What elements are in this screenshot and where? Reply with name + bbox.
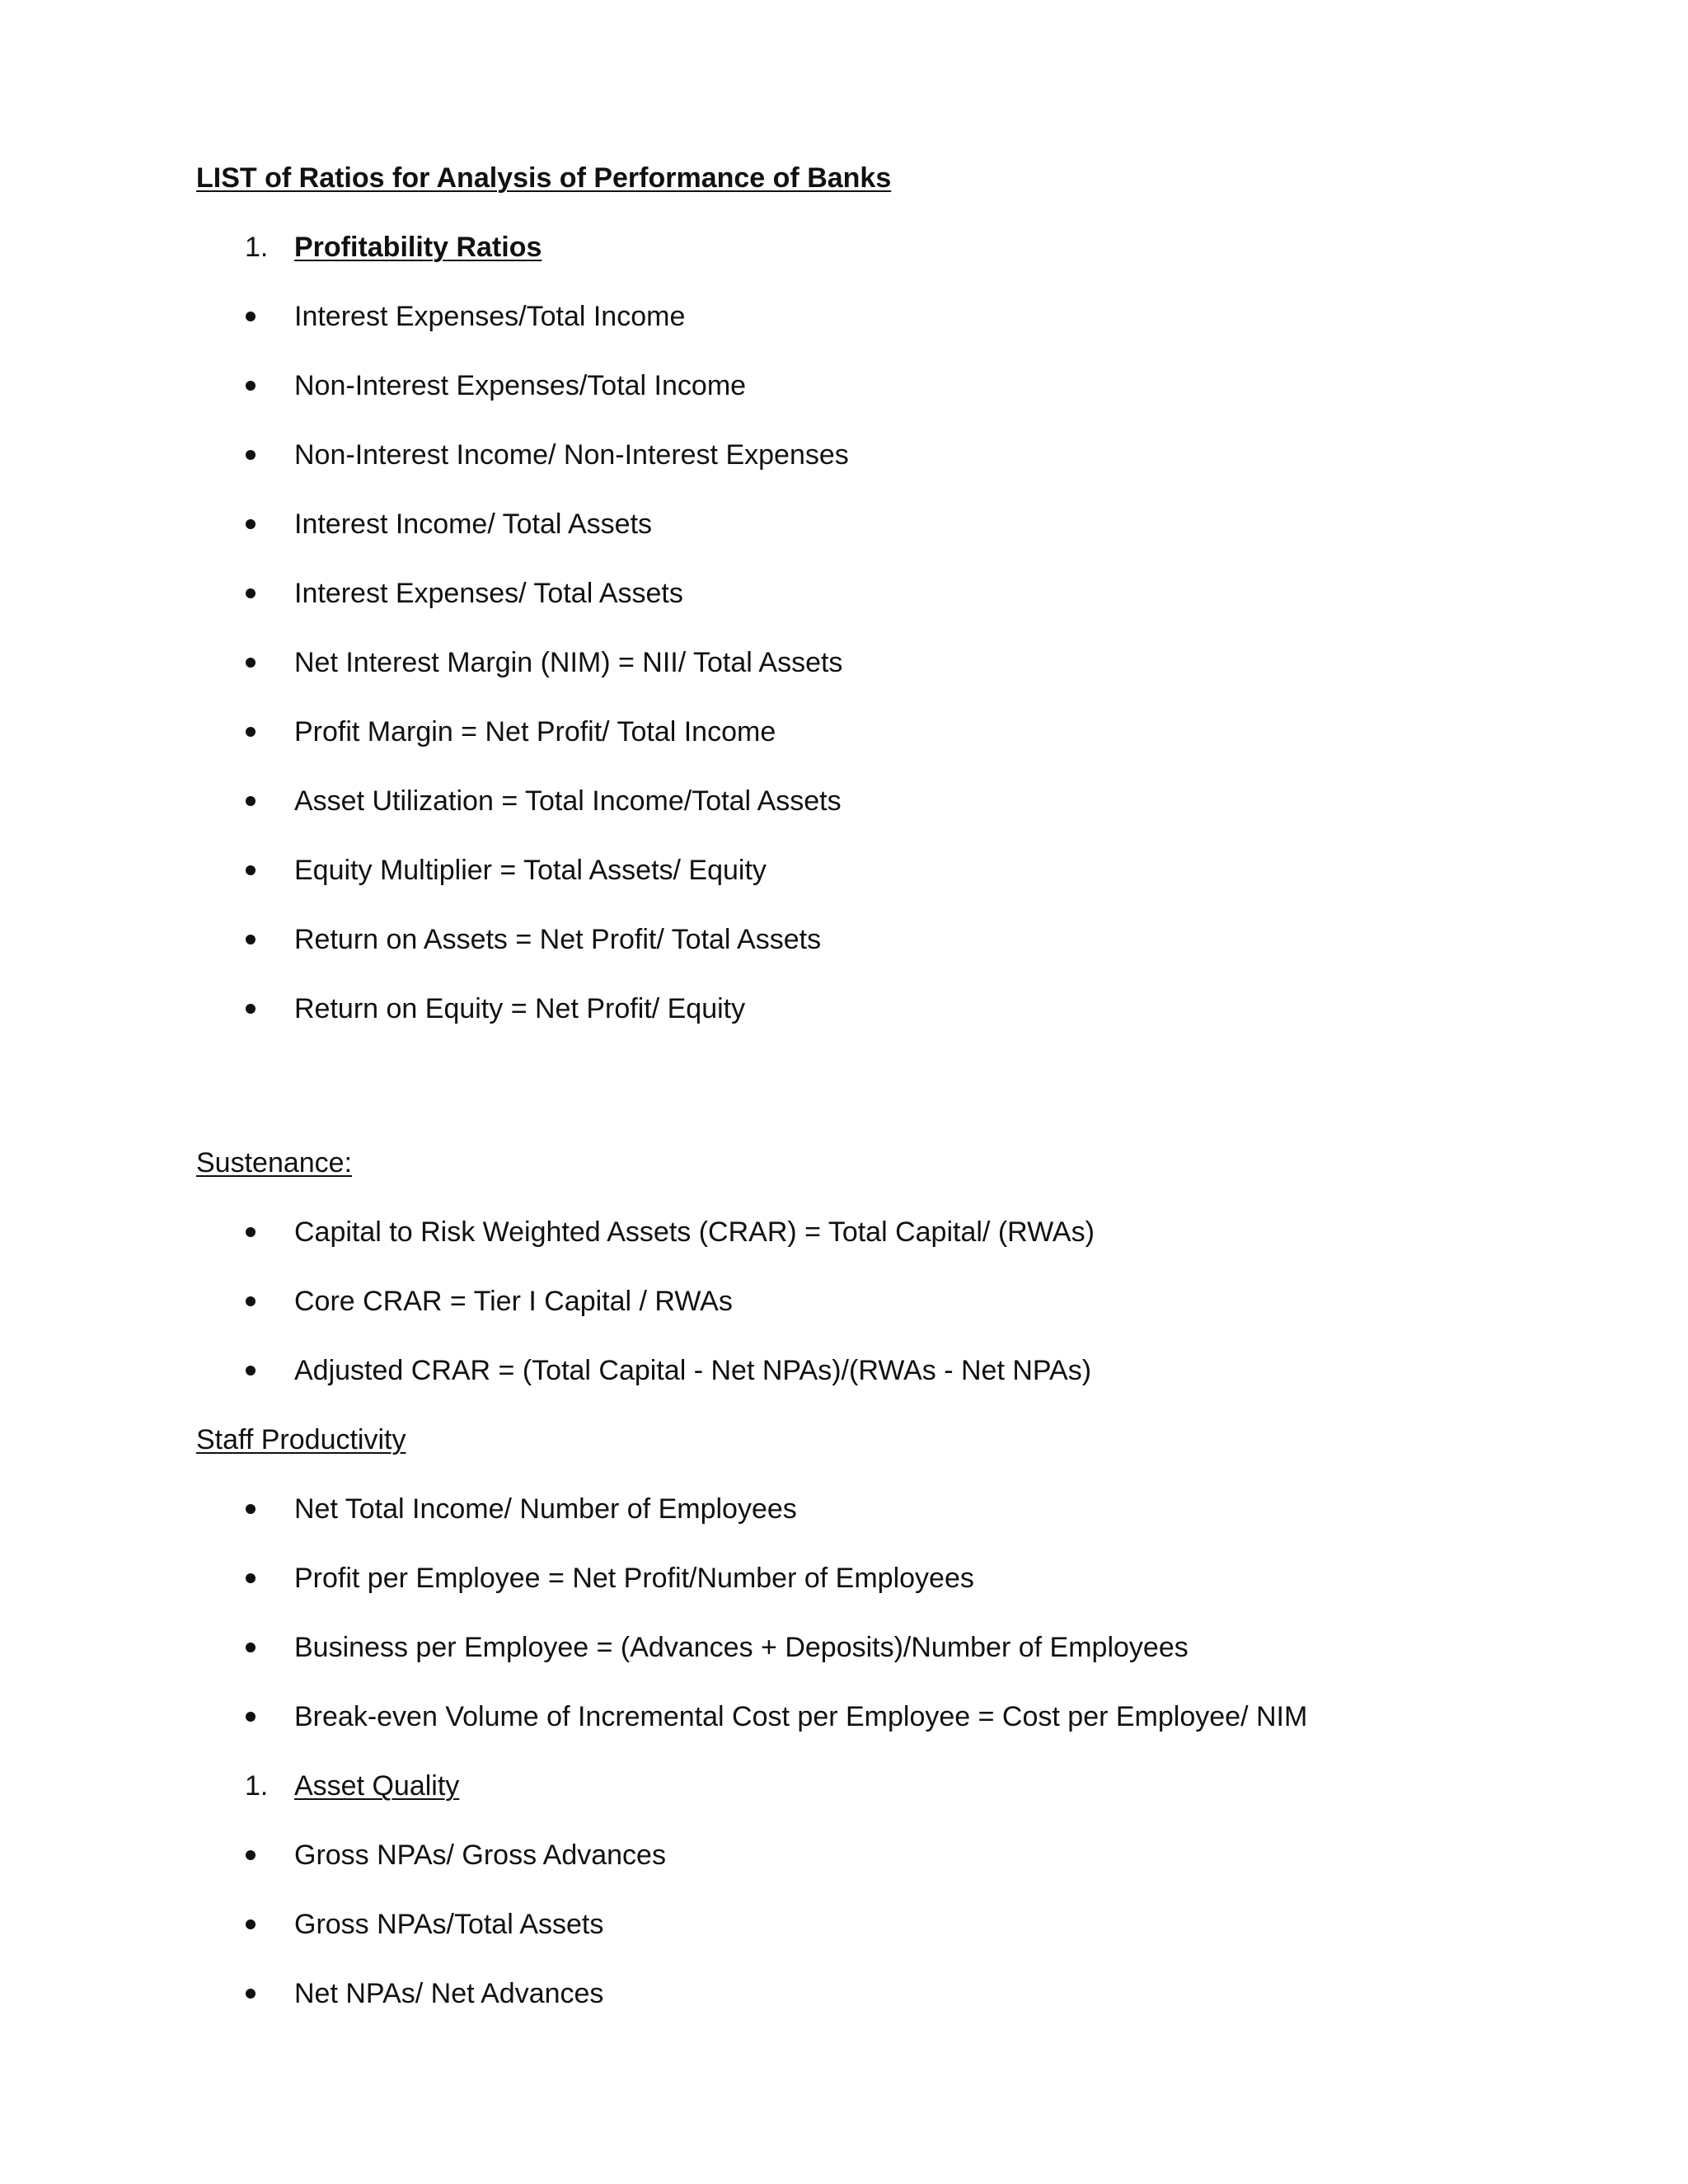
profitability-heading: Profitability Ratios	[294, 232, 542, 263]
bullet-icon	[246, 381, 256, 391]
bullet-icon	[246, 796, 256, 806]
list-item-text: Net Total Income/ Number of Employees	[294, 1493, 797, 1525]
list-item-text: Profit Margin = Net Profit/ Total Income	[294, 716, 776, 748]
bullet-icon	[246, 1712, 256, 1722]
sustenance-heading: Sustenance:	[196, 1147, 353, 1179]
bullet-icon	[246, 1366, 256, 1376]
bullet-icon	[246, 588, 256, 598]
bullet-icon	[246, 312, 256, 321]
list-item-text: Capital to Risk Weighted Assets (CRAR) = Total Capital/ (RWAs)	[294, 1216, 1095, 1248]
list-item-text: Return on Equity = Net Profit/ Equity	[294, 993, 746, 1024]
list-item-text: Interest Expenses/Total Income	[294, 301, 686, 332]
document-title: LIST of Ratios for Analysis of Performance of Banks	[196, 162, 892, 194]
list-item-text: Business per Employee = (Advances + Deposits)/Number of Employees	[294, 1632, 1189, 1663]
list-item-text: Gross NPAs/Total Assets	[294, 1909, 604, 1940]
list-item-text: Net NPAs/ Net Advances	[294, 1978, 604, 2009]
bullet-icon	[246, 1850, 256, 1860]
asset-quality-heading: Asset Quality	[294, 1770, 460, 1802]
bullet-icon	[246, 1227, 256, 1237]
profitability-number: 1.	[245, 232, 269, 263]
list-item-text: Equity Multiplier = Total Assets/ Equity	[294, 855, 767, 886]
bullet-icon	[246, 1573, 256, 1583]
bullet-icon	[246, 658, 256, 668]
list-item-text: Interest Expenses/ Total Assets	[294, 578, 683, 609]
bullet-icon	[246, 450, 256, 460]
list-item-text: Core CRAR = Tier I Capital / RWAs	[294, 1286, 733, 1317]
bullet-icon	[246, 1919, 256, 1929]
list-item-text: Profit per Employee = Net Profit/Number of Employees	[294, 1563, 974, 1594]
bullet-icon	[246, 519, 256, 529]
bullet-icon	[246, 1989, 256, 1999]
bullet-icon	[246, 935, 256, 944]
list-item-text: Non-Interest Income/ Non-Interest Expenses	[294, 439, 849, 471]
list-item-text: Return on Assets = Net Profit/ Total Assets	[294, 924, 822, 955]
list-item-text: Asset Utilization = Total Income/Total Assets	[294, 785, 842, 817]
staff-productivity-heading: Staff Productivity	[196, 1424, 406, 1455]
list-item-text: Interest Income/ Total Assets	[294, 509, 653, 540]
bullet-icon	[246, 1004, 256, 1014]
asset-quality-number: 1.	[245, 1770, 269, 1802]
bullet-icon	[246, 1504, 256, 1514]
list-item-text: Gross NPAs/ Gross Advances	[294, 1840, 666, 1871]
list-item-text: Net Interest Margin (NIM) = NII/ Total Assets	[294, 647, 843, 678]
list-item-text: Adjusted CRAR = (Total Capital - Net NPAs)/(RWAs - Net NPAs)	[294, 1355, 1092, 1386]
bullet-icon	[246, 1643, 256, 1652]
bullet-icon	[246, 727, 256, 737]
list-item-text: Break-even Volume of Incremental Cost per Employee = Cost per Employee/ NIM	[294, 1701, 1308, 1732]
bullet-icon	[246, 865, 256, 875]
list-item-text: Non-Interest Expenses/Total Income	[294, 370, 747, 401]
bullet-icon	[246, 1296, 256, 1306]
